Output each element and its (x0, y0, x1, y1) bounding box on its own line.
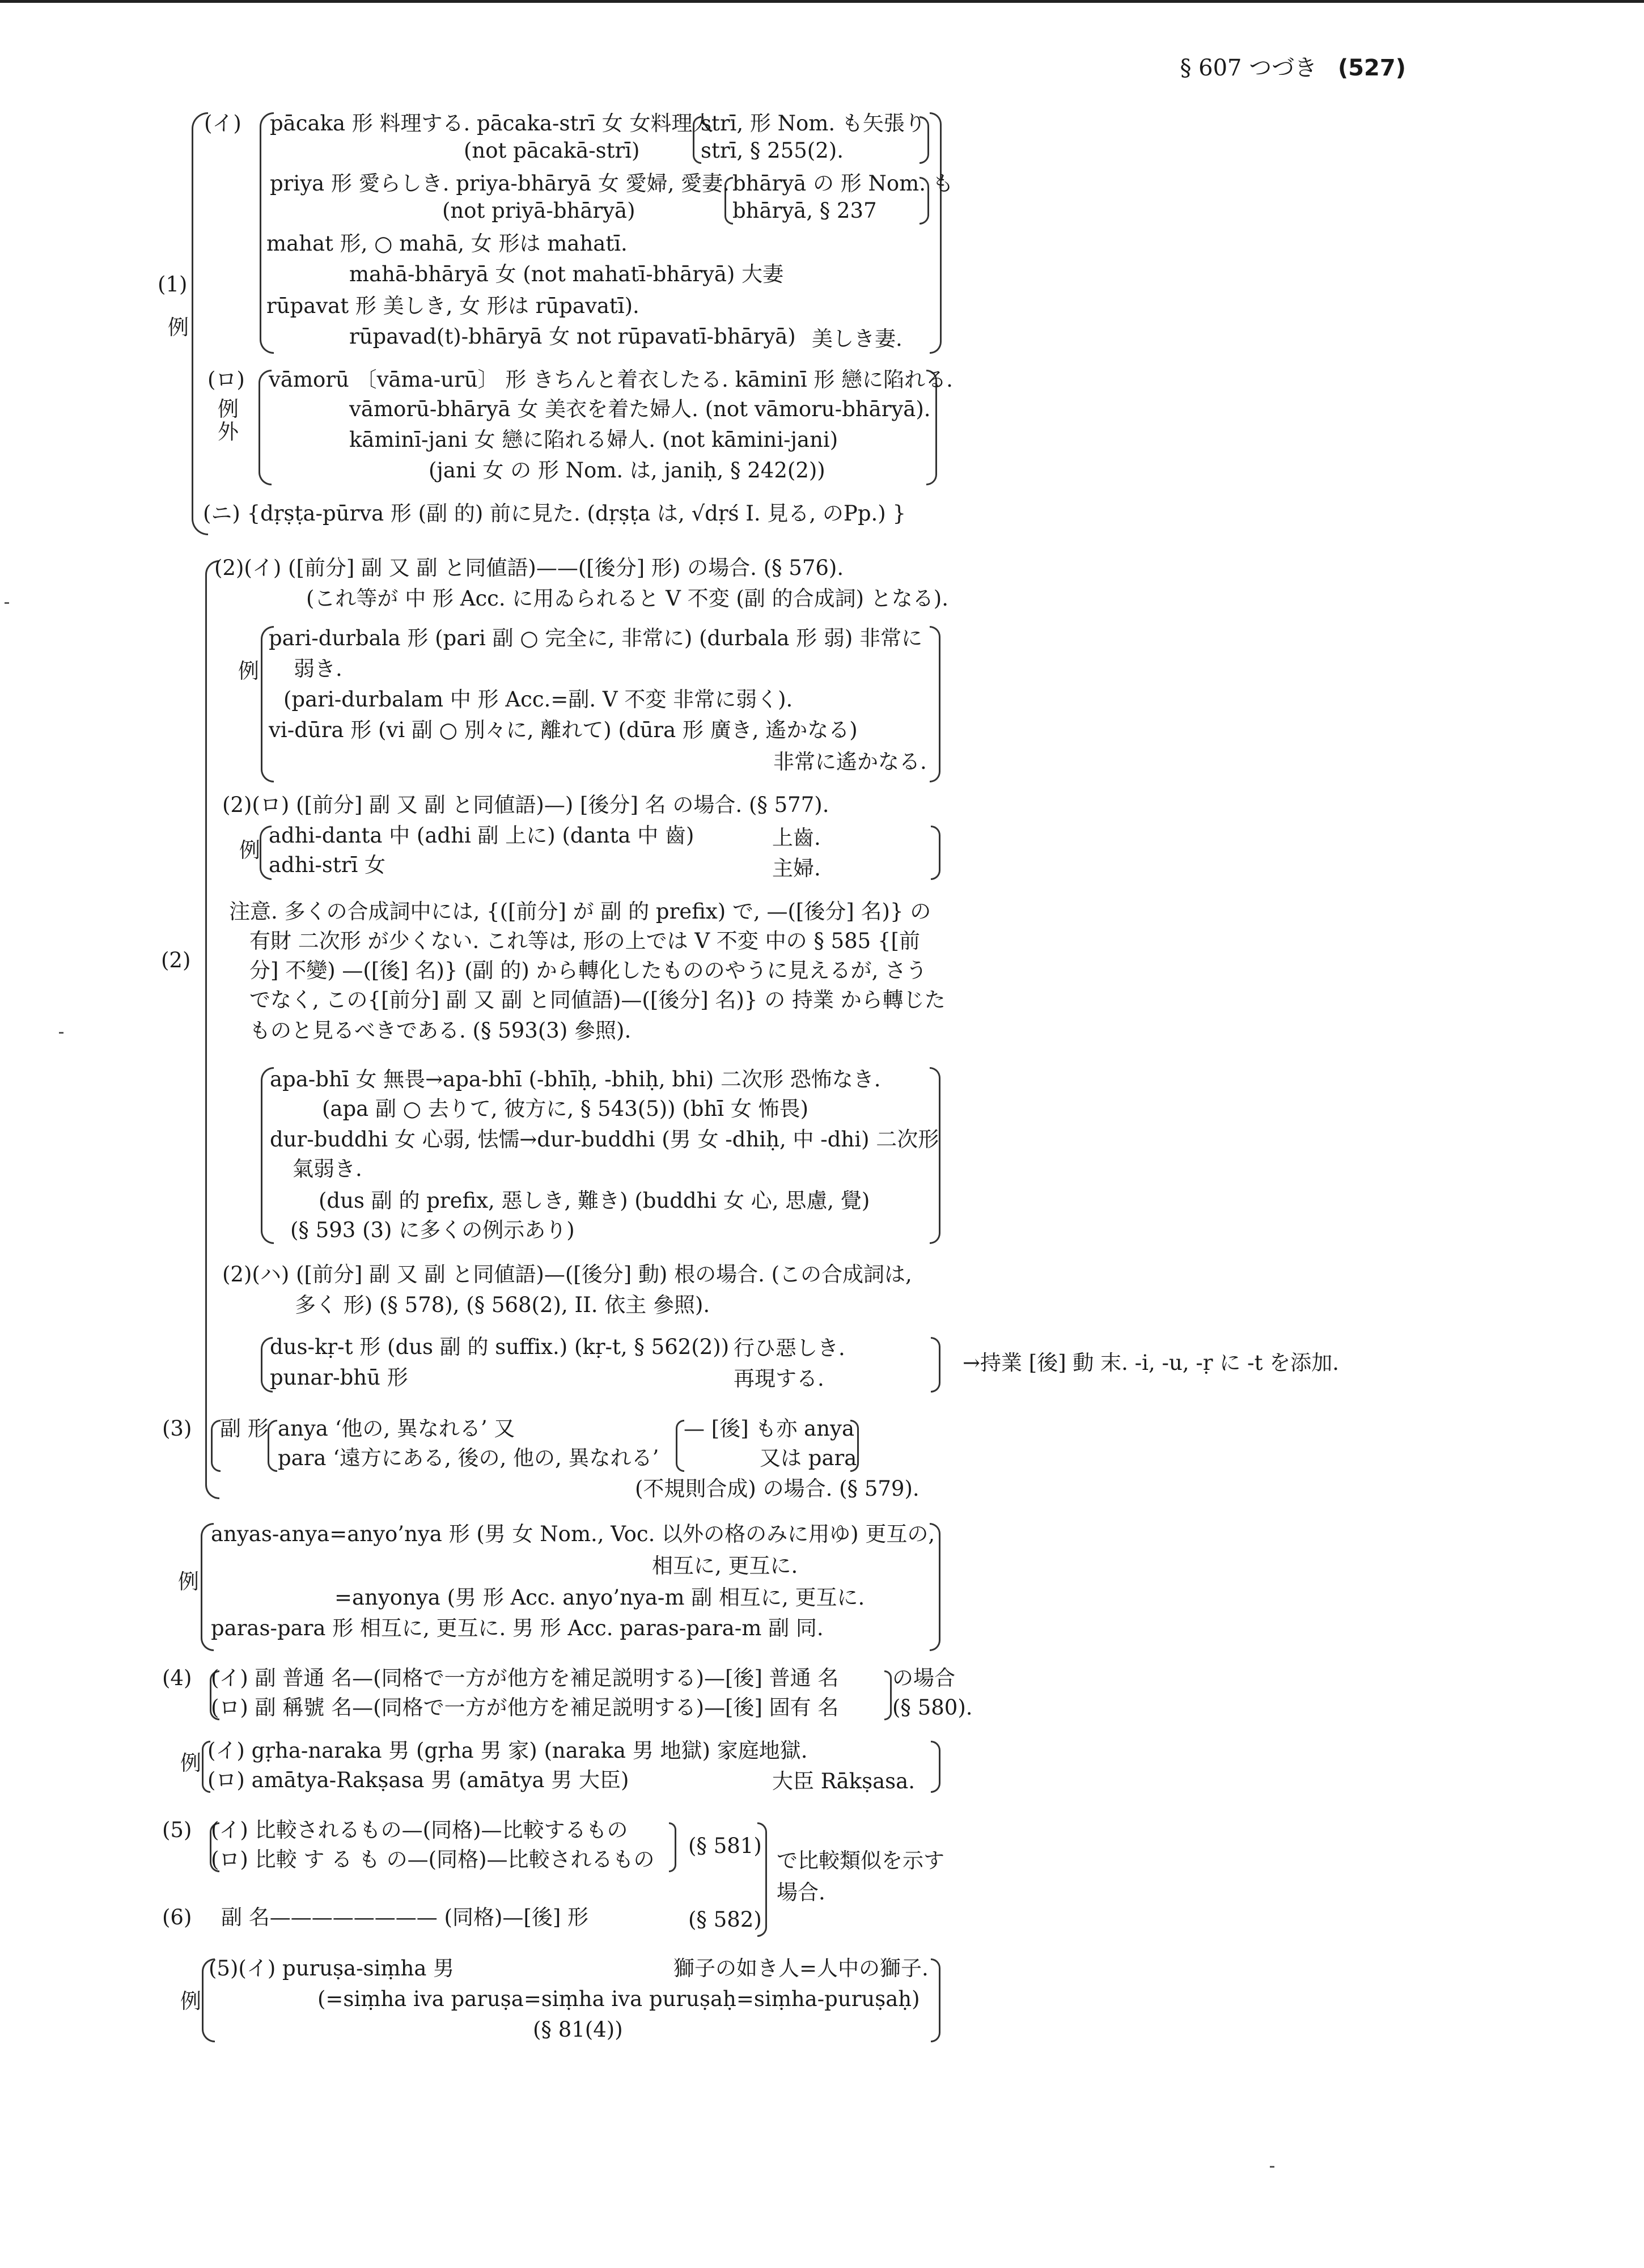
line-irregular: (不規則合成) の場合. (§ 579). (635, 1476, 920, 1501)
page-header (1180, 50, 1406, 82)
label-1: (1) (158, 272, 188, 297)
label-example-1: 例 (168, 315, 189, 340)
line-vi-dura: vi-dūra 形 (vi 副 ○ 別々に, 離れて) (dūra 形 廣き, 遙かなる) (269, 718, 858, 742)
section-reference: § 607 つづき (1180, 55, 1317, 81)
note-stri-2: strī, § 255(2). (701, 138, 844, 163)
line-anya-result: — [後] も亦 anya (684, 1416, 855, 1441)
line-4-ref: (§ 580). (892, 1695, 973, 1720)
gloss-ill-behaved: 行ひ惡しき. (734, 1336, 845, 1360)
label-i: (イ) (204, 111, 241, 136)
section-3-right-brace (850, 1420, 859, 1472)
label-example-3: 例 (178, 1569, 199, 1594)
gloss-upper-teeth: 上齒. (772, 826, 821, 850)
section-1-left-brace (192, 112, 208, 535)
line-paras-para: paras-para 形 相互に, 更互に. 男 形 Acc. paras-para-m 副 同. (211, 1616, 824, 1640)
label-example-2ro: 例 (239, 838, 260, 862)
line-anya: anya ‘他の, 異なれる’ 又 (278, 1416, 515, 1441)
line-pacaka: pācaka 形 料理する. pācaka-strī 女 女料理人 (270, 111, 714, 136)
note-bharya-1: bhāryā の 形 Nom. も (732, 171, 954, 196)
line-caution-5: ものと見るべきである. (§ 593(3) 參照). (249, 1018, 632, 1043)
line-caution-3: 分] 不變) —([後] 名)} (副 的) から轉化したもののやうに見えるが, さう (249, 958, 927, 983)
line-dus-note: (dus 副 的 prefix, 惡しき, 難き) (buddhi 女 心, 思慮, 覺) (319, 1188, 870, 1213)
gloss-minister: 大臣 Rākṣasa. (772, 1769, 915, 1793)
line-mahat: mahat 形, ○ mahā, 女 形は mahatī. (266, 231, 628, 256)
scan-mark (59, 1032, 63, 1034)
line-rupavat: rūpavat 形 美しき, 女 形は rūpavatī). (266, 294, 639, 318)
label-exception-1: 例 (218, 397, 239, 421)
example-caution-left-brace (261, 1067, 274, 1244)
label-example-2i: 例 (238, 659, 259, 683)
line-maha-bharya: mahā-bhāryā 女 (not mahatī-bhāryā) 大妻 (349, 262, 784, 286)
line-case: 場合. (777, 1880, 825, 1905)
label-exception-2: 外 (218, 420, 239, 444)
top-border-line (0, 0, 1644, 3)
line-anyonya: =anyonya (男 形 Acc. anyo’nya-m 副 相互に, 更互に. (334, 1585, 865, 1610)
line-caution-1: 注意. 多くの合成詞中には, {([前分] が 副 的 prefix) で, —([後分] 名)} の (229, 899, 931, 924)
example-5-right-brace (931, 1958, 940, 2042)
line-punar-bhu: punar-bhū 形 (270, 1365, 408, 1390)
line-581-ref: (§ 581) (688, 1834, 762, 1858)
label-3-pos: 副 形 (220, 1416, 269, 1441)
line-drsta-purva: (ニ) {dṛṣṭa-pūrva 形 (副 的) 前に見た. (dṛṣṭa は, √dṛś I. 見る, のPp.) } (203, 501, 906, 526)
anya-result-brace (676, 1420, 684, 1472)
line-593-ref: (§ 593 (3) に多くの例示あり) (290, 1218, 575, 1242)
line-dur-buddhi: dur-buddhi 女 心弱, 怯懦→dur-buddhi (男 女 -dhiḥ, 中 -dhi) 二次形 (270, 1127, 939, 1152)
section-3-brace (211, 1420, 221, 1472)
example-1i-right-brace (930, 112, 942, 354)
line-vamoru-bharya: vāmorū-bhāryā 女 美衣を着た婦人. (not vāmoru-bhāryā). (349, 397, 931, 421)
line-comparison: で比較類似を示す (777, 1848, 944, 1873)
section-5-right-brace (669, 1822, 676, 1872)
line-rupavad-bharya: rūpavad(t)-bhāryā 女 not rūpavatī-bhāryā) (349, 324, 796, 349)
label-5: (5) (162, 1818, 192, 1842)
label-2: (2) (161, 948, 191, 972)
scan-mark (5, 602, 9, 604)
line-2ro-heading: (2)(ロ) ([前分] 副 又 副 と同値語)—) [後分] 名 の場合. (§ 577). (222, 793, 829, 817)
label-example-5: 例 (180, 1989, 201, 2013)
gloss-very-far: 非常に遙かなる. (773, 750, 927, 774)
label-3: (3) (162, 1416, 192, 1441)
line-weak: 弱き. (294, 657, 342, 681)
line-adhi-stri: adhi-strī 女 (269, 853, 386, 877)
label-ro: (ロ) (207, 367, 245, 392)
line-apa-note: (apa 副 ○ 去りて, 彼方に, § 543(5)) (bhī 女 怖畏) (322, 1097, 809, 1121)
line-5ro: (ロ) 比較 す る も の—(同格)—比較されるもの (211, 1847, 655, 1872)
line-2i-note: (これ等が 中 形 Acc. に用ゐられると V 不変 (副 的合成詞) となる). (306, 586, 948, 611)
line-4-case: の場合 (892, 1666, 955, 1690)
line-jani-nom: (jani 女 の 形 Nom. は, janiḥ, § 242(2)) (429, 458, 825, 483)
line-para: para ‘遠方にある, 後の, 他の, 異なれる’ (278, 1446, 659, 1470)
example-2ha-right-brace (931, 1337, 940, 1393)
gloss-housewife: 主婦. (772, 856, 821, 881)
line-para-result: 又は para (760, 1446, 857, 1470)
line-vamoru: vāmorū 〔vāma-urū〕 形 きちんと着衣したる. kāminī 形 戀に陷れる. (269, 367, 953, 392)
line-pari-durbalam: (pari-durbalam 中 形 Acc.=副. V 不変 非常に弱く). (283, 687, 793, 712)
line-582-ref: (§ 582) (688, 1907, 762, 1932)
line-kamini-jani: kāminī-jani 女 戀に陷れる婦人. (not kāmini-jani) (349, 428, 838, 452)
line-caution-4: でなく, この{[前分] 副 又 副 と同値語)—([後分] 名)} の 持業 から轉じた (249, 988, 946, 1012)
line-amatya: (ロ) amātya-Rakṣasa 男 (amātya 男 大臣) (207, 1768, 629, 1792)
line-arrow-note: →持業 [後] 動 末. -i, -u, -ṛ に -t を添加. (963, 1351, 1339, 1375)
line-grha-naraka: (イ) gṛha-naraka 男 (gṛha 男 家) (naraka 男 地獄) 家庭地獄. (207, 1738, 808, 1763)
line-4i: (イ) 副 普通 名—(同格で一方が他方を補足説明する)—[後] 普通 名 (211, 1666, 839, 1690)
label-example-4: 例 (180, 1751, 201, 1775)
note-bharya-2: bhāryā, § 237 (732, 198, 877, 223)
gloss-reappear: 再現する. (734, 1366, 824, 1391)
line-adhi-danta: adhi-danta 中 (adhi 副 上に) (danta 中 齒) (269, 823, 694, 848)
line-5i: (イ) 比較されるもの—(同格)—比較するもの (211, 1818, 628, 1842)
line-not-priya-bharya: (not priyā-bhāryā) (442, 198, 635, 223)
section-4-right-brace (884, 1670, 892, 1720)
example-2ro-right-brace (931, 826, 940, 880)
section-2-left-brace (205, 560, 219, 1499)
anya-para-brace (268, 1420, 277, 1472)
example-4-right-brace (931, 1741, 940, 1793)
page-number: (527) (1337, 55, 1406, 81)
line-81-ref: (§ 81(4)) (533, 2017, 623, 2042)
line-2i-heading: (2)(イ) ([前分] 副 又 副 と同値語)——([後分] 形) の場合. (§ 576). (214, 556, 844, 580)
line-2ha-heading: (2)(ハ) ([前分] 副 又 副 と同値語)—([後分] 動) 根の場合. (この合成詞は, (222, 1262, 912, 1287)
line-not-pacaka-stri: (not pācakā-strī) (464, 138, 640, 163)
scan-mark (1270, 2166, 1274, 2168)
line-caution-2: 有財 二次形 が少くない. これ等は, 形の上では V 不変 中の § 585 {[前 (249, 929, 920, 953)
line-apa-bhi: apa-bhī 女 無畏→apa-bhī (-bhīḥ, -bhiḥ, bhi) 二次形 恐怖なき. (270, 1067, 881, 1091)
label-4: (4) (162, 1666, 192, 1690)
example-caution-right-brace (930, 1067, 940, 1244)
line-dus-krt: dus-kṛ-t 形 (dus 副 的 suffix.) (kṛ-t, § 562(2)) (270, 1335, 730, 1359)
gloss-beautiful-wife: 美しき妻. (812, 327, 902, 351)
line-anyas-anya: anyas-anya=anyo’nya 形 (男 女 Nom., Voc. 以外の格のみに用ゆ) 更互の, (211, 1522, 935, 1546)
line-pari-durbala: pari-durbala 形 (pari 副 ○ 完全に, 非常に) (durbala 形 弱) 非常に (269, 626, 923, 650)
line-weak-hearted: 氣弱き. (293, 1157, 362, 1181)
label-6: (6) (162, 1905, 192, 1930)
note-stri-1: strī, 形 Nom. も矢張り (701, 111, 926, 136)
example-2i-right-brace (930, 626, 940, 782)
line-4ro: (ロ) 副 稱號 名—(同格で一方が他方を補足説明する)—[後] 固有 名 (211, 1695, 839, 1720)
line-priya: priya 形 愛らしき. priya-bhāryā 女 愛婦, 愛妻. (270, 171, 730, 196)
line-6: 副 名———————— (同格)—[後] 形 (221, 1905, 589, 1930)
line-mutually-1: 相互に, 更互に. (652, 1554, 798, 1578)
gloss-lion-man: 獅子の如き人=人中の獅子. (673, 1956, 929, 1981)
line-purusa-simha: (5)(イ) puruṣa-siṃha 男 (209, 1956, 455, 1981)
line-simha-iva: (=siṃha iva paruṣa=siṃha iva puruṣaḥ=siṃha-puruṣaḥ) (317, 1987, 920, 2011)
line-2ha-note: 多く 形) (§ 578), (§ 568(2), II. 依主 參照). (295, 1293, 710, 1317)
